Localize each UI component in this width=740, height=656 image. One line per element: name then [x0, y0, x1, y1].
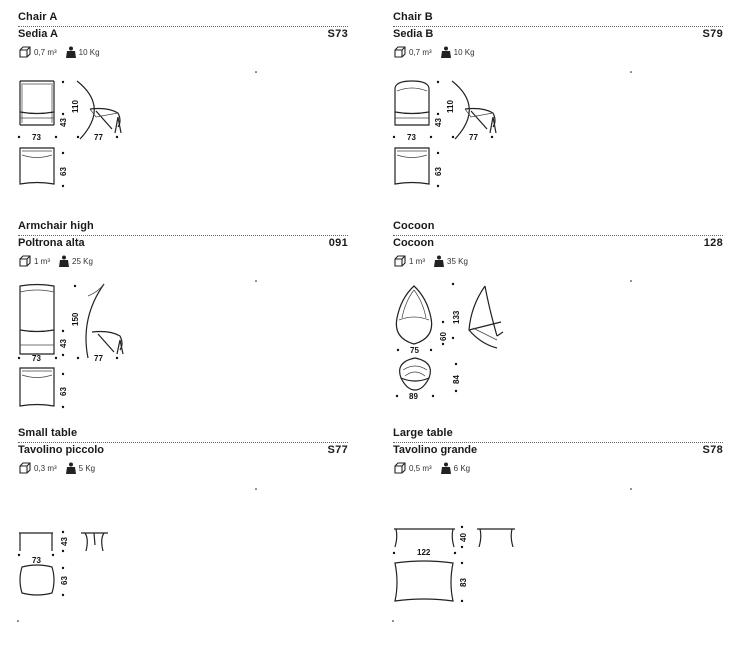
dim-width: 73 [407, 133, 416, 142]
dim-height: 110 [446, 100, 455, 113]
weight-icon [441, 462, 451, 474]
dim-width: 122 [417, 548, 431, 557]
weight-icon [66, 462, 76, 474]
product-card-chair-b [393, 11, 723, 211]
dim-height: 43 [60, 537, 69, 546]
divider [393, 235, 723, 236]
product-title-it: Tavolino piccolo [18, 444, 104, 456]
product-card-armchair-high [18, 220, 348, 420]
dim-seat-height: 43 [59, 339, 68, 348]
divider [393, 26, 723, 27]
technical-drawing [18, 69, 348, 219]
weight-icon [434, 255, 444, 267]
dim-plan-depth: 63 [60, 576, 69, 585]
product-title-en: Chair B [393, 11, 433, 23]
dim-width: 73 [32, 354, 41, 363]
product-specs [394, 45, 475, 59]
product-code: 091 [328, 237, 348, 249]
volume-value: 1 m³ [34, 256, 50, 266]
volume-value: 0,7 m³ [34, 47, 57, 57]
chair-front-view [395, 81, 429, 125]
product-code: S79 [702, 28, 723, 40]
divider [18, 26, 348, 27]
product-title-it: Poltrona alta [18, 237, 85, 249]
dim-plan-depth: 63 [59, 387, 68, 396]
box-volume-icon [394, 46, 406, 58]
box-volume-icon [19, 462, 31, 474]
cocoon-side-view [469, 286, 503, 348]
technical-drawing [393, 278, 723, 428]
product-title-en: Cocoon [393, 220, 435, 232]
table-side-view [81, 533, 108, 551]
table-front-view [19, 533, 53, 551]
armchair-side-view [86, 284, 123, 358]
product-specs [394, 254, 468, 268]
technical-drawing [18, 485, 348, 635]
product-title-en: Armchair high [18, 220, 94, 232]
weight-value: 5 Kg [78, 463, 96, 473]
box-volume-icon [394, 255, 406, 267]
volume-value: 0,3 m³ [34, 463, 57, 473]
dim-depth: 77 [94, 133, 103, 142]
dim-width: 73 [32, 133, 41, 142]
product-card-small-table [18, 427, 348, 627]
product-card-large-table [393, 427, 723, 627]
product-code: S77 [327, 444, 348, 456]
product-code: 128 [703, 237, 723, 249]
dim-plan-width: 89 [409, 392, 418, 401]
divider [18, 235, 348, 236]
dim-plan-depth: 63 [59, 167, 68, 176]
weight-icon [59, 255, 69, 267]
dim-depth: 77 [94, 354, 103, 363]
box-volume-icon [394, 462, 406, 474]
armchair-front-view [20, 285, 54, 355]
product-specs [19, 45, 100, 59]
chair-front-view [20, 81, 54, 125]
chair-plan-view [395, 148, 429, 184]
product-title-en: Chair A [18, 11, 58, 23]
weight-icon [66, 46, 76, 58]
weight-value: 25 Kg [72, 256, 93, 266]
volume-value: 1 m³ [409, 256, 425, 266]
product-title-it: Tavolino grande [393, 444, 478, 456]
product-specs [19, 254, 93, 268]
technical-drawing [18, 278, 348, 428]
dim-seat-height: 43 [59, 118, 68, 127]
dim-height: 133 [452, 310, 461, 324]
box-volume-icon [19, 46, 31, 58]
chair-plan-view [20, 148, 54, 184]
weight-value: 10 Kg [453, 47, 475, 57]
dim-seat-height: 60 [439, 332, 448, 341]
divider [393, 442, 723, 443]
product-title-it: Sedia B [393, 28, 434, 40]
chair-side-view [452, 81, 496, 139]
product-title-en: Large table [393, 427, 453, 439]
dim-seat-height: 43 [434, 118, 443, 127]
technical-drawing [393, 485, 723, 635]
product-title-it: Cocoon [393, 237, 434, 249]
dim-width: 75 [410, 346, 419, 355]
chair-side-view [77, 81, 121, 139]
product-title-it: Sedia A [18, 28, 58, 40]
divider [18, 442, 348, 443]
volume-value: 0,5 m³ [409, 463, 432, 473]
box-volume-icon [19, 255, 31, 267]
weight-icon [441, 46, 451, 58]
table-plan-view [20, 565, 54, 595]
product-card-cocoon [393, 220, 723, 420]
product-code: S73 [327, 28, 348, 40]
weight-value: 10 Kg [78, 47, 100, 57]
cocoon-plan-view [400, 358, 431, 390]
product-code: S78 [702, 444, 723, 456]
table-plan-view [395, 561, 453, 601]
volume-value: 0,7 m³ [409, 47, 432, 57]
weight-value: 35 Kg [447, 256, 468, 266]
dim-plan-depth: 63 [434, 167, 443, 176]
cocoon-front-view [396, 286, 431, 344]
table-front-view [394, 529, 455, 547]
product-card-chair-a [18, 11, 348, 211]
product-specs [394, 461, 470, 475]
technical-drawing [393, 69, 723, 219]
product-title-en: Small table [18, 427, 78, 439]
armchair-plan-view [20, 368, 54, 406]
product-specs [19, 461, 95, 475]
dim-plan-depth: 83 [459, 578, 468, 587]
dim-height: 110 [71, 100, 80, 113]
dim-depth: 77 [469, 133, 478, 142]
dim-height: 40 [459, 533, 468, 542]
weight-value: 6 Kg [453, 463, 471, 473]
dim-width: 73 [32, 556, 41, 565]
dim-height: 150 [71, 312, 80, 326]
table-side-view [477, 529, 515, 547]
dim-plan-depth: 84 [452, 375, 461, 384]
